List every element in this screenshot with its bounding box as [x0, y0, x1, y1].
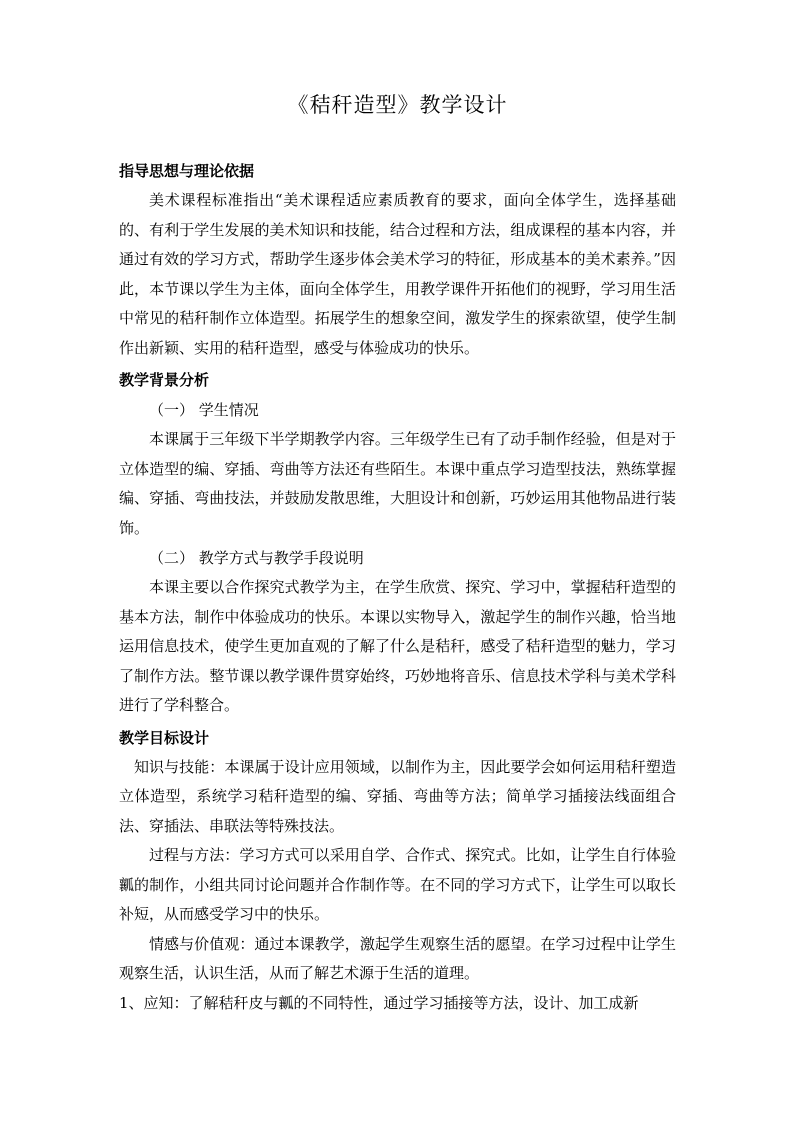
- section-heading: 教学目标设计: [119, 728, 210, 747]
- paragraph: 过程与方法：学习方式可以采用自学、合作式、探究式。比如，让学生自行体验瓤的制作，小组共同讨论问题并合作制作等。在不同的学习方式下，让学生可以取长补短，从而感受学习中的快乐。: [119, 846, 676, 923]
- paragraph: 情感与价值观：通过本课教学，激起学生观察生活的愿望。在学习过程中让学生观察生活，认识生活，从而了解艺术源于生活的道理。: [119, 934, 676, 982]
- paragraph: 美术课程标准指出“美术课程适应素质教育的要求，面向全体学生，选择基础的、有利于学生发展的美术知识和技能，结合过程和方法，组成课程的基本内容，并通过有效的学习方式，帮助学生逐步体会美术学习的特征，形成基本的美术素养。”因此，本节课以学生为主体，面向全体学生，用教学课件开拓他们的视野，学习用生活中常见的秸秆制作立体造型。拓展学生的想象空间，激发学生的探索欲望，使学生制作出新颖、实用的秸秆造型，感受与体验成功的快乐。: [119, 191, 676, 357]
- section-background-analysis: [119, 365, 676, 721]
- section-heading: 指导思想与理论依据: [119, 162, 255, 180]
- subsection-label: （一） 学生情况: [149, 401, 259, 419]
- paragraph: 本课属于三年级下半学期教学内容。三年级学生已有了动手制作经验，但是对于立体造型的编、穿插、弯曲等方法还有些陌生。本课中重点学习造型技法，熟练掌握编、穿插、弯曲技法，并鼓励发散思维，大胆设计和创新，巧妙运用其他物品进行装饰。: [119, 430, 676, 537]
- section-teaching-objectives: [119, 723, 676, 1019]
- section-heading: 教学背景分析: [119, 371, 210, 389]
- paragraph: 1、应知：了解秸秆皮与瓤的不同特性，通过学习插接等方法，设计、加工成新: [119, 993, 639, 1012]
- paragraph: 知识与技能：本课属于设计应用领域，以制作为主，因此要学会如何运用秸秆塑造立体造型，系统学习秸秆造型的编、穿插、弯曲等方法；简单学习插接法线面组合法、穿插法、串联法等特殊技法。: [119, 757, 676, 835]
- subsection-label: （二） 教学方式与教学手段说明: [149, 549, 364, 567]
- section-guiding-theory: [119, 156, 676, 363]
- document-page: [119, 90, 676, 1018]
- paragraph: 本课主要以合作探究式教学为主，在学生欣赏、探究、学习中，掌握秸秆造型的基本方法，制作中体验成功的快乐。本课以实物导入，激起学生的制作兴趣，恰当地运用信息技术，使学生更加直观的了解了什么是秸秆，感受了秸秆造型的魅力，学习了制作方法。整节课以教学课件贯穿始终，巧妙地将音乐、信息技术学科与美术学科进行了学科整合。: [119, 578, 676, 714]
- document-title: 《秸秆造型》教学设计: [287, 93, 508, 117]
